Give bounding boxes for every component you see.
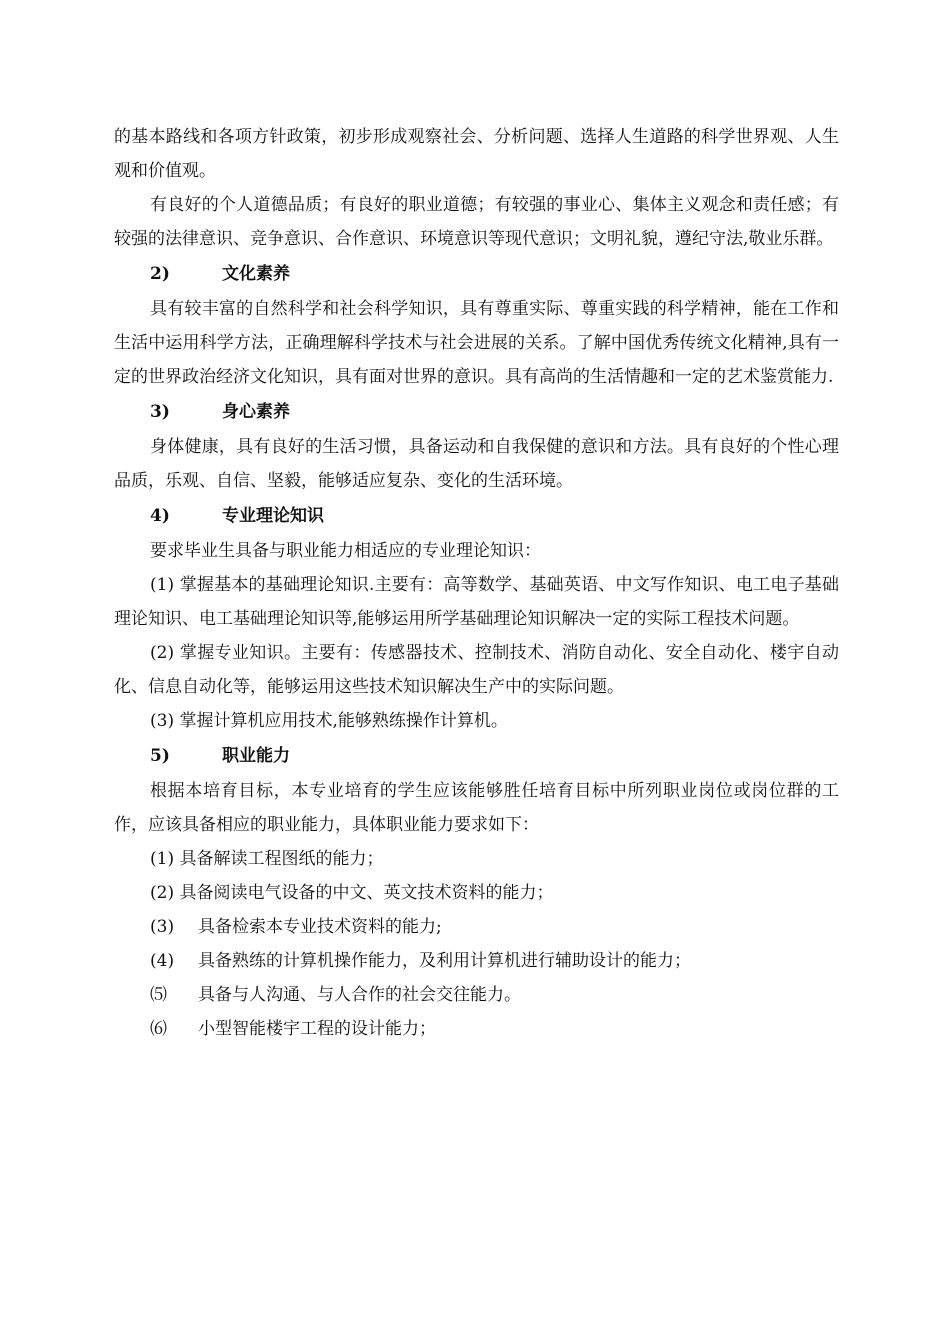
paragraph-theory-item-3: (3) 掌握计算机应用技术,能够熟练操作计算机。 (150, 711, 508, 731)
heading-number: 2) (150, 264, 170, 284)
heading-title: 身心素养 (222, 402, 290, 422)
paragraph-ability-intro: 根据本培育目标，本专业培育的学生应该能够胜任培育目标中所列职业岗位或岗位群的工作，应该具备相应的职业能力，具体职业能力要求如下： (114, 781, 839, 835)
paragraph-cultural-literacy: 具有较丰富的自然科学和社会科学知识，具有尊重实际、尊重实践的科学精神，能在工作和生活中运用科学方法，正确理解科学技术与社会进展的关系。了解中国优秀传统文化精神,具有一定的世界政治经济文化知识，具有面对世界的意识。具有高尚的生活情趣和一定的艺术鉴赏能力. (114, 299, 839, 387)
heading-cultural-literacy (114, 256, 839, 292)
list-item-number: ⑸ (150, 985, 167, 1005)
list-item-text: 小型智能楼宇工程的设计能力； (198, 1019, 436, 1039)
list-item-text: 具备熟练的计算机操作能力，及利用计算机进行辅助设计的能力； (198, 951, 691, 971)
paragraph-physical-mental: 身体健康，具有良好的生活习惯，具备运动和自我保健的意识和方法。具有良好的个性心理品质，乐观、自信、坚毅，能够适应复杂、变化的生活环境。 (114, 437, 839, 491)
list-item (114, 1012, 839, 1046)
heading-physical-mental (114, 394, 839, 430)
document-page (114, 120, 839, 1046)
heading-vocational-ability (114, 738, 839, 774)
list-item (114, 910, 839, 944)
paragraph-ability-item-2: (2) 具备阅读电气设备的中文、英文技术资料的能力； (150, 883, 554, 903)
list-item-text: 具备与人沟通、与人合作的社会交往能力。 (198, 985, 521, 1005)
paragraph-theory-item-2: (2) 掌握专业知识。主要有：传感器技术、控制技术、消防自动化、安全自动化、楼宇自动化、信息自动化等，能够运用这些技术知识解决生产中的实际问题。 (114, 643, 839, 697)
list-item-number: ⑹ (150, 1019, 167, 1039)
paragraph-ability-item-1: (1) 具备解读工程图纸的能力； (150, 849, 384, 869)
paragraph-moral-quality: 有良好的个人道德品质；有良好的职业道德；有较强的事业心、集体主义观念和责任感；有较强的法律意识、竞争意识、合作意识、环境意识等现代意识；文明礼貌，遵纪守法,敬业乐群。 (114, 195, 839, 249)
list-item-number: (4) (150, 951, 175, 971)
list-item (114, 944, 839, 978)
heading-title: 职业能力 (222, 746, 290, 766)
list-item (114, 978, 839, 1012)
heading-number: 3) (150, 402, 170, 422)
paragraph-theory-intro: 要求毕业生具备与职业能力相适应的专业理论知识： (150, 541, 541, 561)
paragraph-theory-item-1: (1) 掌握基本的基础理论知识.主要有：高等数学、基础英语、中文写作知识、电工电子基础理论知识、电工基础理论知识等,能够运用所学基础理论知识解决一定的实际工程技术问题。 (114, 575, 839, 629)
heading-number: 5) (150, 746, 170, 766)
heading-title: 文化素养 (222, 264, 290, 284)
list-item-text: 具备检索本专业技术资料的能力; (198, 917, 442, 937)
list-item-number: (3) (150, 917, 175, 937)
heading-professional-theory (114, 498, 839, 534)
heading-title: 专业理论知识 (222, 506, 324, 526)
heading-number: 4) (150, 506, 170, 526)
paragraph-worldview: 的基本路线和各项方针政策，初步形成观察社会、分析问题、选择人生道路的科学世界观、人生观和价值观。 (114, 127, 839, 181)
